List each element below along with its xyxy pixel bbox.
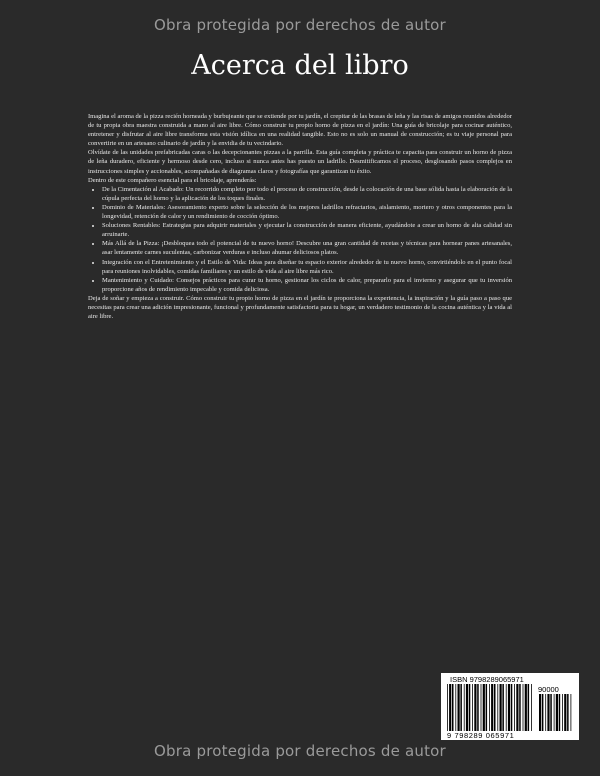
section-title: Acerca del libro bbox=[191, 50, 409, 81]
isbn-label: ISBN 9798289065971 bbox=[450, 675, 524, 684]
watermark-top: Obra protegida por derechos de autor bbox=[154, 16, 446, 34]
intro-paragraph: Imagina el aroma de la pizza recién horneada y burbujeante que se extiende por tu jardín, el crepitar de las brasas de leña y las risas de amigos reunidos alrededor de tu propia obra maestra construida a mano al aire libre. Cómo construir tu propio horno de pizza en el jardín: Una guía de bricolaje para cocinar auténtico, entretener y disfrutar al aire libre transforma esta visión idílica en una realidad tangible. Esto no es solo un manual de construcción; es tu viaje personal para convertirte en un artesano culinario de jardín y la envidia de tu vecindario. bbox=[88, 113, 512, 148]
price-code: 90000 bbox=[538, 685, 559, 694]
list-intro-paragraph: Dentro de este compañero esencial para el bricolaje, aprenderás: bbox=[88, 176, 257, 184]
book-description bbox=[88, 112, 512, 321]
feature-list bbox=[88, 185, 512, 294]
list-item: • De la Cimentación al Acabado: Un recorrido completo por todo el proceso de construcción, desde la colocación de una base sólida hasta la elaboración de la cúpula perfecta del horno y la aplicación de los toques finales. bbox=[102, 185, 512, 203]
list-item: • Dominio de Materiales: Asesoramiento experto sobre la selección de los mejores ladrillos refractarios, aislamiento, mortero y otros componentes para la longevidad, retención de calor y un rendimiento de cocción óptimo. bbox=[102, 203, 512, 221]
isbn-barcode bbox=[441, 673, 579, 740]
second-paragraph: Olvídate de las unidades prefabricadas caras o las decepcionantes pizzas a la parrilla. Esta guía completa y práctica te capacita para construir un horno de pizza de leña duradero, eficiente y hermoso desde cero, incluso si nunca antes has puesto un ladrillo. Desmitificamos el proceso, desglosando pasos complejos en instrucciones simples y accionables, acompañadas de diagramas claros y fotografías que garantizan tu éxito. bbox=[88, 149, 512, 175]
list-item: • Mantenimiento y Cuidado: Consejos prácticos para curar tu horno, gestionar los ciclos de calor, prepararlo para el invierno y asegurar que tu inversión proporcione años de rendimiento impecable y comida deliciosa. bbox=[102, 276, 512, 294]
list-item: • Integración con el Entretenimiento y el Estilo de Vida: Ideas para diseñar tu espacio exterior alrededor de tu nuevo horno, convirtiéndolo en el punto focal para reuniones inolvidables, comidas familiares y un estilo de vida al aire libre más rico. bbox=[102, 258, 512, 276]
list-item: • Soluciones Rentables: Estrategias para adquirir materiales y ejecutar la construcción de manera eficiente, ayudándote a crear un horno de alta calidad sin arruinarte. bbox=[102, 221, 512, 239]
barcode-addon-bars bbox=[538, 694, 574, 731]
list-item: • Más Allá de la Pizza: ¡Desbloquea todo el potencial de tu nuevo horno! Descubre una gran cantidad de recetas y técnicas para hornear panes artesanales, asar lentamente carnes suculentas, carbonizar verduras e incluso ahumar deliciosos platos. bbox=[102, 239, 512, 257]
watermark-bottom: Obra protegida por derechos de autor bbox=[154, 742, 446, 760]
closing-paragraph: Deja de soñar y empieza a construir. Cómo construir tu propio horno de pizza en el jardín te proporciona la experiencia, la inspiración y la guía paso a paso que necesitas para crear una adición impresionante, funcional y profundamente satisfactoria para tu hogar, un verdadero testimonio de la cocina auténtica y la vida al aire libre. bbox=[88, 294, 512, 321]
barcode-bars bbox=[446, 684, 534, 731]
barcode-digits: 9 798289 065971 bbox=[447, 731, 515, 740]
